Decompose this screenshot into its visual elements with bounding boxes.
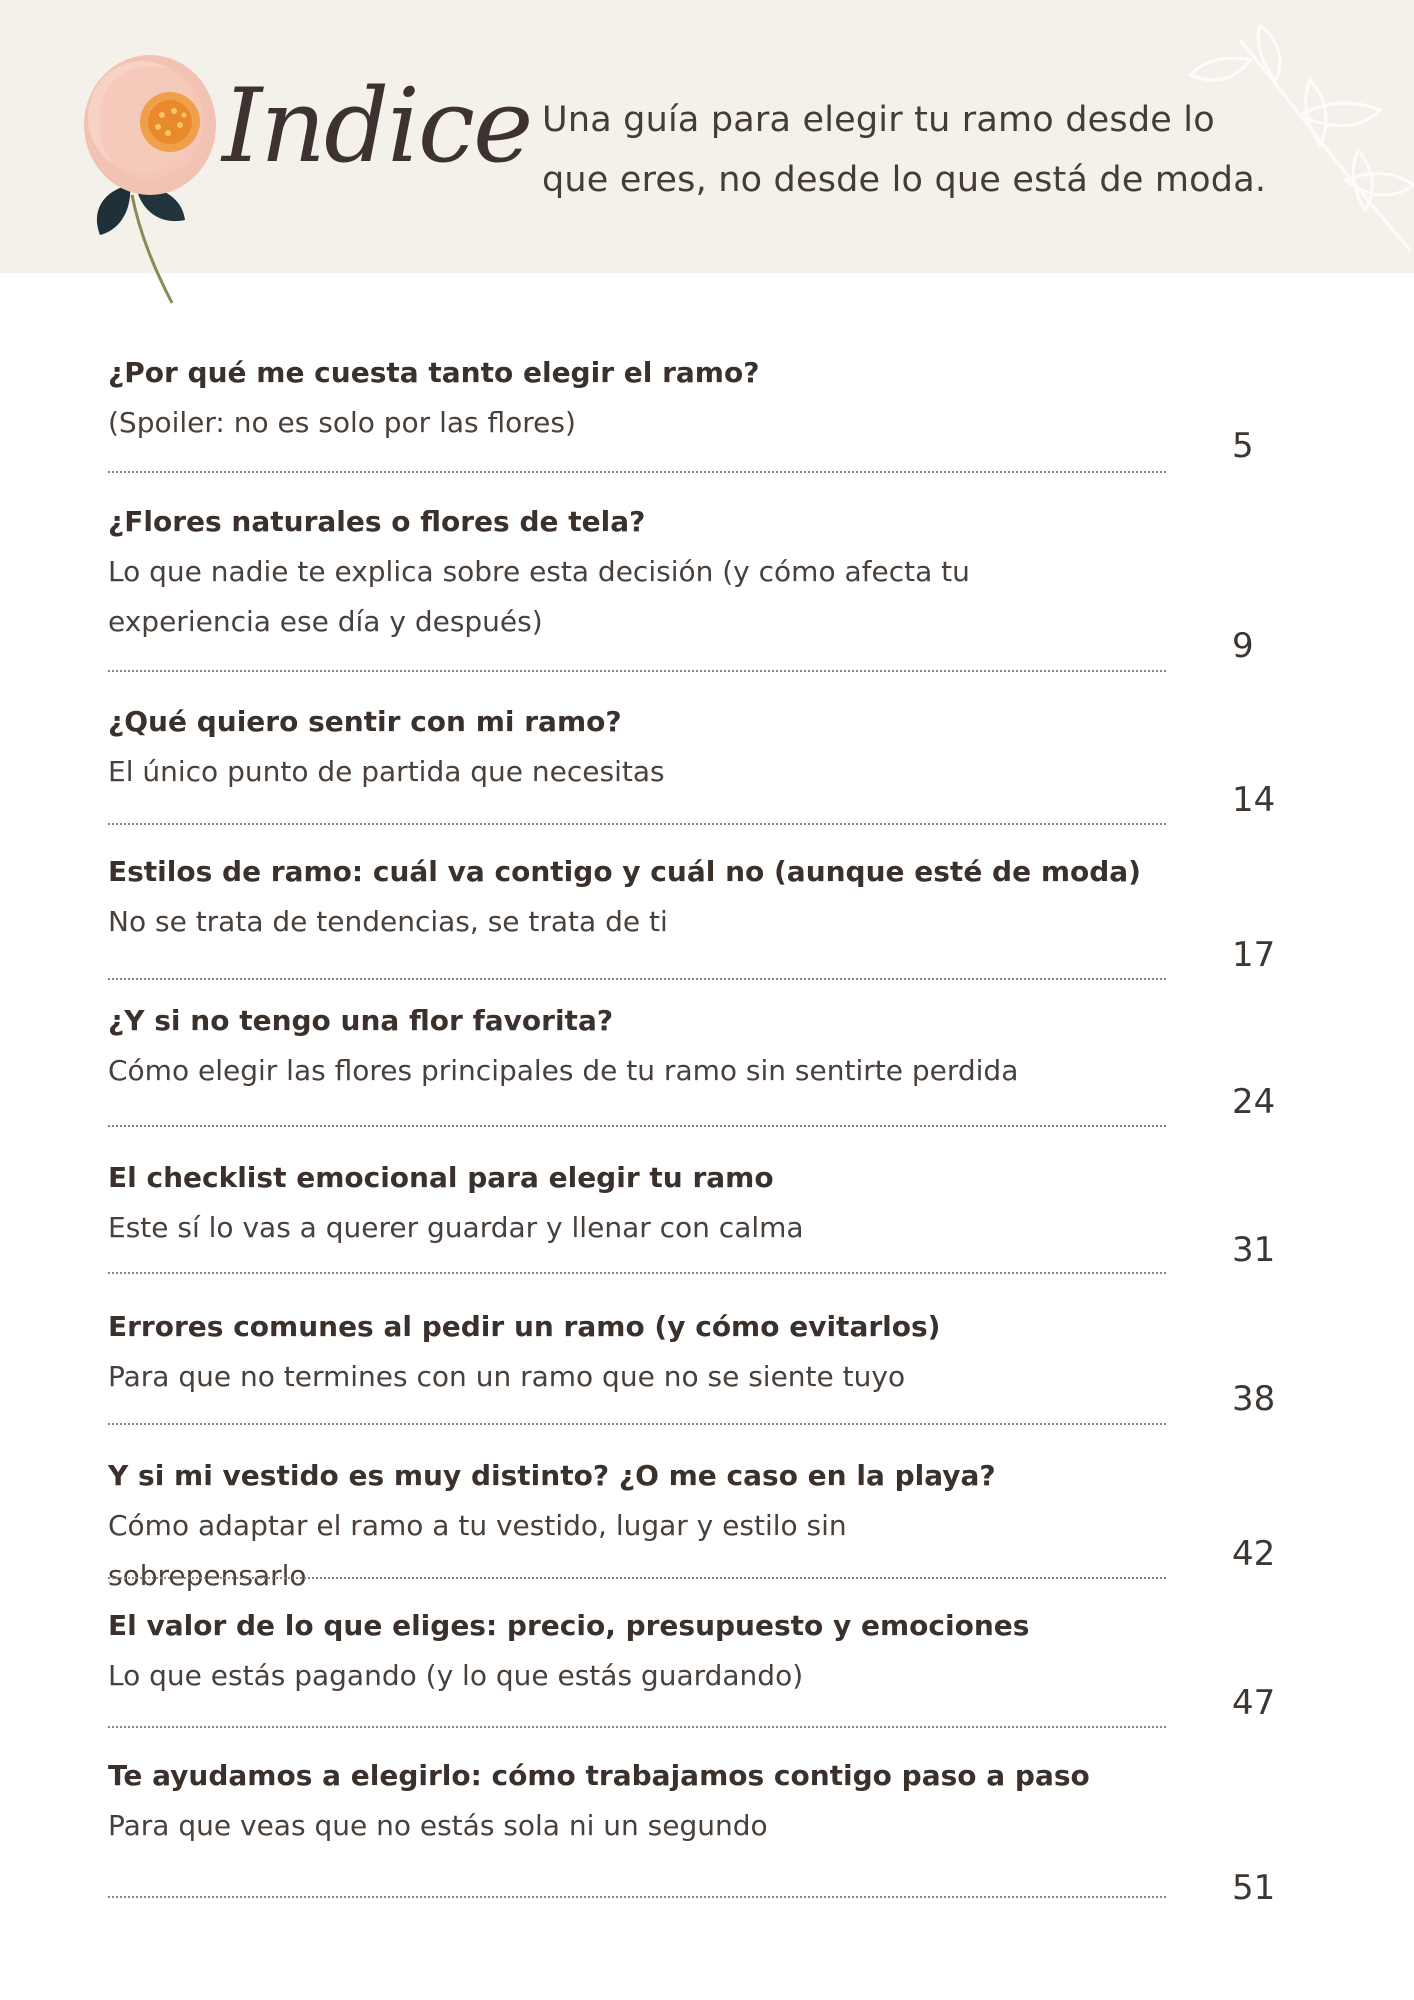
dotted-divider	[108, 1896, 1166, 1898]
toc-entry-description: Cómo elegir las flores principales de tu ramo sin sentirte perdida	[108, 1054, 1019, 1087]
toc-entry-description: (Spoiler: no es solo por las flores)	[108, 406, 576, 439]
toc-entry-page[interactable]: 38	[1232, 1379, 1276, 1419]
toc-entry-title[interactable]: Estilos de ramo: cuál va contigo y cuál no (aunque esté de moda)	[108, 855, 1141, 888]
subtitle-line-2: que eres, no desde lo que está de moda.	[542, 160, 1267, 200]
dotted-divider	[108, 1726, 1166, 1728]
toc-entry-description: Lo que estás pagando (y lo que estás guardando)	[108, 1659, 804, 1692]
dotted-divider	[108, 1423, 1166, 1425]
toc-entry-title[interactable]: ¿Qué quiero sentir con mi ramo?	[108, 705, 622, 738]
toc-entry-page[interactable]: 42	[1232, 1534, 1276, 1574]
dotted-divider	[108, 471, 1166, 473]
toc-entry-title[interactable]: El valor de lo que eliges: precio, presupuesto y emociones	[108, 1609, 1030, 1642]
toc-entry-title[interactable]: Te ayudamos a elegirlo: cómo trabajamos contigo paso a paso	[108, 1759, 1090, 1792]
dotted-divider	[108, 1272, 1166, 1274]
subtitle-line-1: Una guía para elegir tu ramo desde lo	[542, 100, 1215, 140]
toc-entry-page[interactable]: 47	[1232, 1683, 1276, 1723]
dotted-divider	[108, 1125, 1166, 1127]
toc-entry-description: Para que veas que no estás sola ni un segundo	[108, 1809, 768, 1842]
toc-entry-description: El único punto de partida que necesitas	[108, 755, 665, 788]
page-title: Indice	[222, 67, 532, 186]
toc-entry-page[interactable]: 17	[1232, 935, 1276, 975]
toc-entry-page[interactable]: 5	[1232, 426, 1254, 466]
toc-entry-page[interactable]: 51	[1232, 1868, 1276, 1908]
toc-entry-page[interactable]: 9	[1232, 626, 1254, 666]
toc-entry-title[interactable]: ¿Flores naturales o flores de tela?	[108, 505, 646, 538]
toc-entry-title[interactable]: ¿Y si no tengo una flor favorita?	[108, 1004, 614, 1037]
dotted-divider	[108, 978, 1166, 980]
toc-entry-page[interactable]: 14	[1232, 780, 1276, 820]
toc-entry-description: Lo que nadie te explica sobre esta decisión (y cómo afecta tu experiencia ese día y después)	[108, 555, 970, 638]
toc-entry-page[interactable]: 31	[1232, 1230, 1276, 1270]
toc-entry-description: Para que no termines con un ramo que no se siente tuyo	[108, 1360, 906, 1393]
dotted-divider	[108, 823, 1166, 825]
toc-entry-description: Este sí lo vas a querer guardar y llenar con calma	[108, 1211, 804, 1244]
dotted-divider	[108, 670, 1166, 672]
toc-entry-title[interactable]: El checklist emocional para elegir tu ramo	[108, 1161, 774, 1194]
toc-entry-page[interactable]: 24	[1232, 1082, 1276, 1122]
toc-entry-description: Cómo adaptar el ramo a tu vestido, lugar y estilo sin sobrepensarlo	[108, 1509, 847, 1592]
toc-entry-title[interactable]: ¿Por qué me cuesta tanto elegir el ramo?	[108, 356, 760, 389]
toc-entry-description: No se trata de tendencias, se trata de ti	[108, 905, 668, 938]
toc-entry-title[interactable]: Y si mi vestido es muy distinto? ¿O me caso en la playa?	[108, 1459, 996, 1492]
dotted-divider	[108, 1577, 1166, 1579]
rose-flower-icon	[70, 45, 230, 305]
toc-entry-title[interactable]: Errores comunes al pedir un ramo (y cómo evitarlos)	[108, 1310, 941, 1343]
